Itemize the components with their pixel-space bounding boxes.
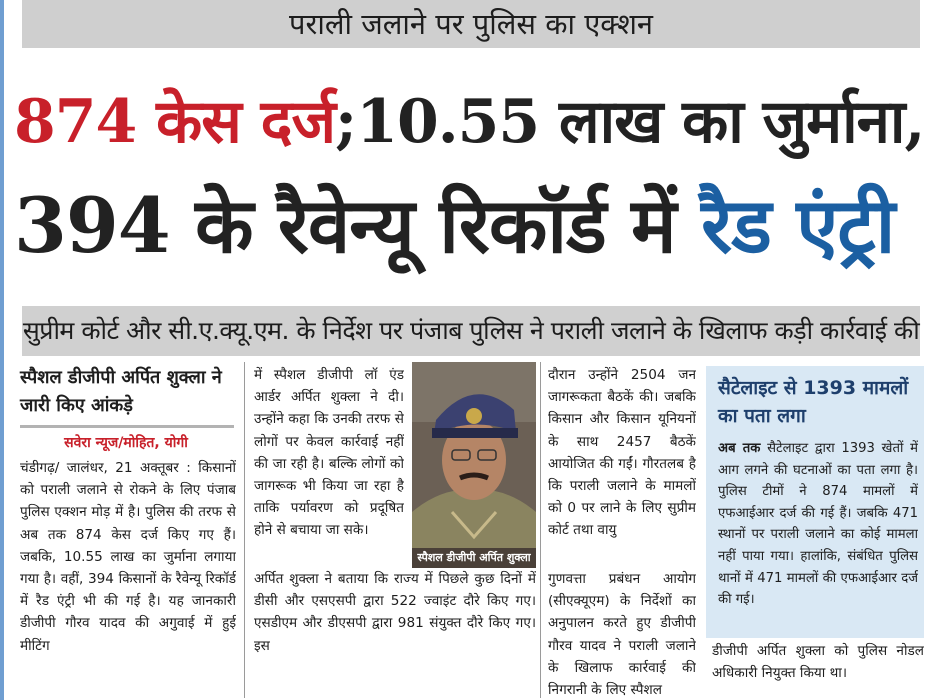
sidebar-heading: सैटेलाइट से 1393 मामलों का पता लगा xyxy=(718,377,909,427)
column4-tail: डीजीपी अर्पित शुक्ला को पुलिस नोडल अधिकारी नियुक्त किया था। xyxy=(712,643,924,682)
headline-fine: 10.55 लाख का जुर्माना, xyxy=(356,87,925,157)
column1-rule xyxy=(20,425,234,428)
sidebar-text: सैटेलाइट द्वारा 1393 खेतों में आग लगने की घटनाओं का पता लगा है। पुलिस टीमों ने 874 मामलों में एफआईआर दर्ज की गई हैं। जबकि 471 स्थानों पर पराली जलाने का कोई मामला नहीं पाया गया। हालांकि, संबंधित पुलिस थानों में 471 मामलों की एफआईआर दर्ज की गई। xyxy=(718,441,918,608)
column2-body-lower: अर्पित शुक्ला ने बताया कि राज्य में पिछले कुछ दिनों में डीसी और एसएसपी द्वारा 522 ज्वाइंट दौरे किए गए। एसडीएम और डीएसपी द्वारा 981 संयुक्त दौरे किए गए। इस xyxy=(254,571,536,654)
photo-caption: स्पैशल डीजीपी अर्पित शुक्ला xyxy=(412,548,536,568)
subheadline: सुप्रीम कोर्ट और सी.ए.क्यू.एम. के निर्देश पर पंजाब पुलिस ने पराली जलाने के खिलाफ कड़ी कार्रवाई की xyxy=(22,316,920,345)
column1-heading: स्पैशल डीजीपी अर्पित शुक्ला ने जारी किए आंकड़े xyxy=(20,367,222,416)
headline-revenue-record: 394 के रैवेन्यू रिकॉर्ड में xyxy=(14,181,676,270)
officer-photo xyxy=(412,362,536,567)
sidebar-lead: अब तक xyxy=(718,441,761,456)
column3-body-lower: गुणवत्ता प्रबंधन आयोग (सीएक्यूएम) के निर्देशों का अनुपालन करते हुए डीजीपी गौरव यादव ने पराली जलाने के खिलाफ कार्रवाई की निगरानी के लिए स्पैशल xyxy=(548,571,696,699)
column-divider xyxy=(244,362,245,698)
officer-portrait-illustration xyxy=(412,362,536,567)
headline-red-entry: रैड एंट्री xyxy=(701,181,895,270)
kicker-title: पराली जलाने पर पुलिस का एक्शन xyxy=(288,7,654,41)
column-divider xyxy=(540,362,541,698)
page-edge-strip xyxy=(0,0,4,700)
sidebar-body xyxy=(718,438,918,634)
column1-body: चंडीगढ़/ जालंधर, 21 अक्तूबर : किसानों को पराली जलाने से रोकने के लिए पंजाब पुलिस एक्शन मोड़ में है। पुलिस की तरफ से अब तक 874 केस दर्ज किए गए हैं। जबकि, 10.55 लाख का जुर्माना लगाया गया है। वहीं, 394 किसानों के रैवेन्यू रिकॉर्ड में रैड एंट्री भी की गई है। यह जानकारी डीजीपी गौरव यादव की अगुवाई में हुई मीटिंग xyxy=(20,460,236,654)
headline-line-1 xyxy=(14,72,924,172)
headline-cases: 874 केस दर्ज xyxy=(14,87,336,157)
byline: सवेरा न्यूज/मोहित, योगी xyxy=(64,435,188,451)
column2-body-upper: में स्पैशल डीजीपी लॉ एंड आर्डर अर्पित शुक्ला ने दी। उन्होंने कहा कि उनकी तरफ से लोगों पर केवल कार्रवाई नहीं की जा रही है। बल्कि लोगों को जागरूक भी किया जा रहा है ताकि पर्यावरण को प्रदूषित होने से बचाया जा सके। xyxy=(254,367,404,539)
headline-line-2 xyxy=(14,170,924,282)
column3-body-upper: दौरान उन्होंने 2504 जन जागरूकता बैठकें की। जबकि किसान और किसान यूनियनों के साथ 2457 बैठकें आयोजित की गईं। गौरतलब है कि पराली जलाने के मामलों को 0 पर लाने के लिए सुप्रीम कोर्ट तथा वायु xyxy=(548,367,696,539)
headline-separator: ; xyxy=(335,87,357,157)
